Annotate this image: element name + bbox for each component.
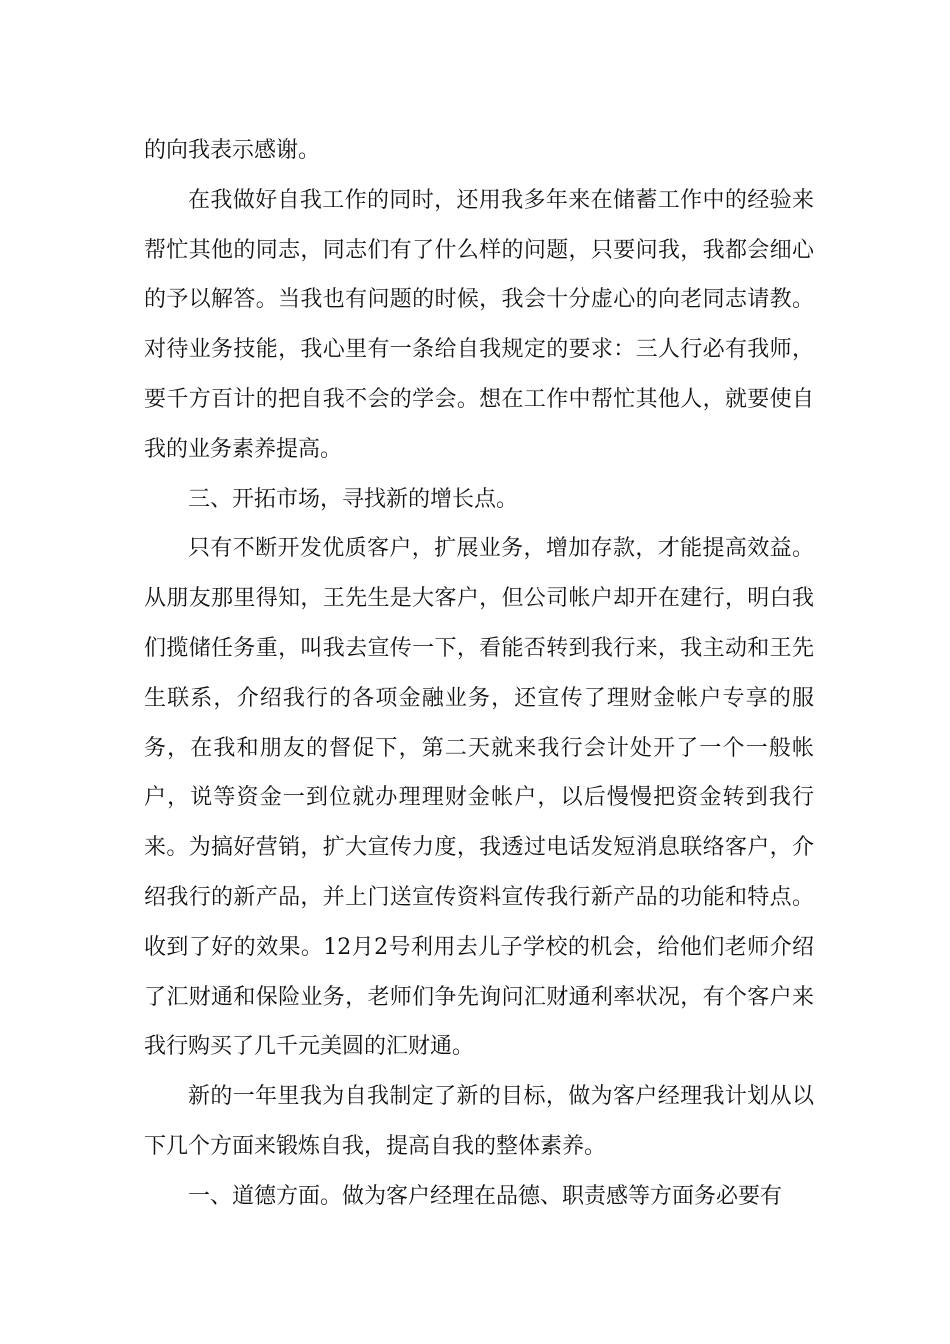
body-text: [144, 126, 814, 1222]
section-heading-market: 三、开拓市场，寻找新的增长点。: [188, 486, 519, 512]
paragraph-helping-colleagues: 在我做好自我工作的同时，还用我多年来在储蓄工作中的经验来帮忙其他的同志，同志们有了什么样的问题，只要问我，我都会细心的予以解答。当我也有问题的时候，我会十分虚心的向老同志请教。对待业务技能，我心里有一条给自我规定的要求：三人行必有我师，要千方百计的把自我不会的学会。想在工作中帮忙其他人，就要使自我的业务素养提高。: [144, 187, 814, 462]
paragraph-continuation: 的向我表示感谢。: [144, 138, 321, 163]
paragraph-customer-development: 只有不断开发优质客户，扩展业务，增加存款，才能提高效益。从朋友那里得知，王先生是大客户，但公司帐户却开在建行，明白我们揽储任务重，叫我去宣传一下，看能否转到我行来，我主动和王先生联系，介绍我行的各项金融业务，还宣传了理财金帐户专享的服务，在我和朋友的督促下，第二天就来我行会计处开了一个一般帐户，说等资金一到位就办理理财金帐户，以后慢慢把资金转到我行来。为搞好营销，扩大宣传力度，我透过电话发短消息联络客户，介绍我行的新产品，并上门送宣传资料宣传我行新产品的功能和特点。收到了好的效果。12月2号利用去儿子学校的机会，给他们老师介绍了汇财通和保险业务，老师们争先询问汇财通利率状况，有个客户来我行购买了几千元美圆的汇财通。: [144, 536, 814, 1060]
paragraph-new-year-goals: 新的一年里我为自我制定了新的目标，做为客户经理我计划从以下几个方面来锻炼自我，提高自我的整体素养。: [144, 1084, 814, 1159]
section-heading-morality: 一、道德方面。做为客户经理在品德、职责感等方面务必要有: [188, 1183, 783, 1209]
